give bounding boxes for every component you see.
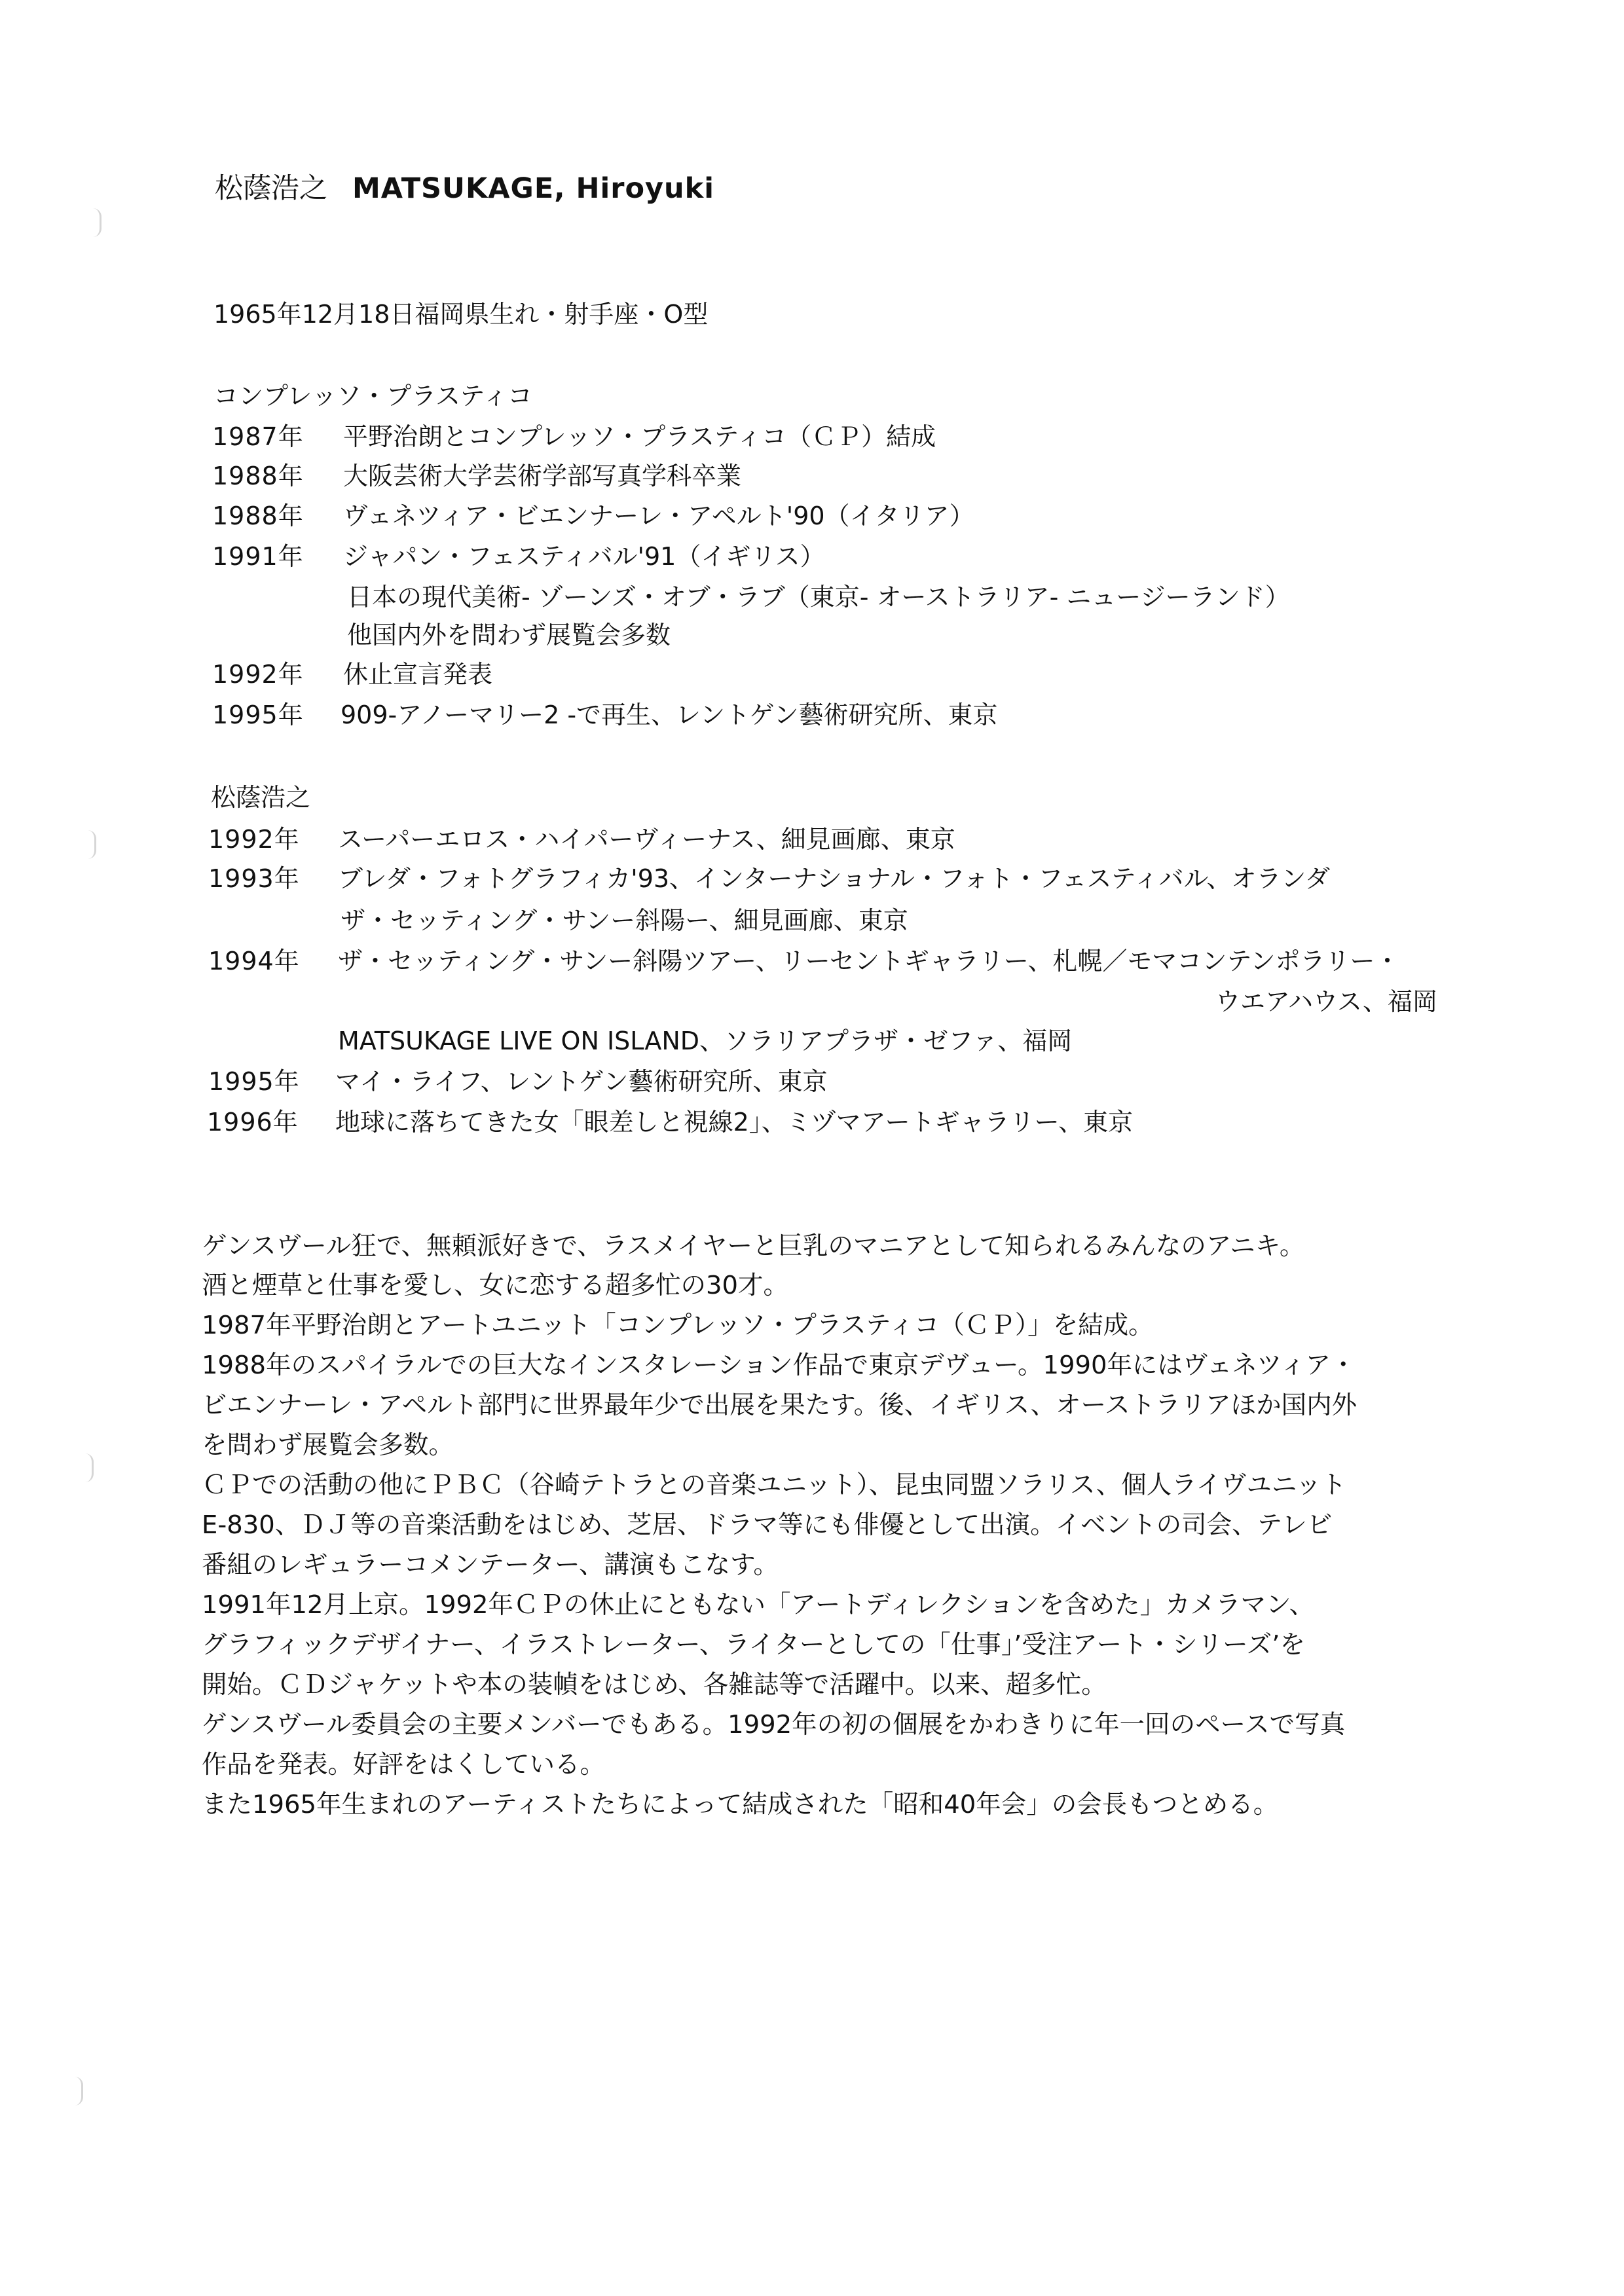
bio-line: を問わず展覧会多数。 (202, 1430, 454, 1460)
entry-year: 1988年 (212, 501, 304, 530)
artist-name-jp: 松蔭浩之 (215, 172, 327, 205)
bio-line: ゲンスヴール狂で、無頼派好きで、ラスメイヤーと巨乳のマニアとして知られるみんなのアニキ。 (202, 1231, 1305, 1261)
entry-text: ジャパン・フェスティバル'91（イギリス） (343, 542, 825, 571)
bio-line: ビエンナーレ・アペルト部門に世界最年少で出展を果たす。後、イギリス、オーストラリアほか国内外 (202, 1391, 1357, 1420)
bio-line: また1965年生まれのアーティストたちによって結成された「昭和40年会」の会長もつとめる。 (202, 1790, 1279, 1819)
entry-year: 1992年 (208, 825, 300, 854)
punch-hole-mark (85, 1453, 94, 1482)
entry-text: ザ・セッティング・サンー斜陽ー、細見画廊、東京 (341, 906, 908, 935)
section-heading: コンプレッソ・プラスティコ (213, 382, 533, 410)
entry-text: スーパーエロス・ハイパーヴィーナス、細見画廊、東京 (338, 825, 955, 854)
entry-text: 大阪芸術大学芸術学部写真学科卒業 (343, 462, 742, 490)
bio-line: 1991年12月上京。1992年ＣＰの休止にともない「アートディレクションを含めた」カメラマン、 (202, 1590, 1315, 1620)
entry-text: 休止宣言発表 (343, 660, 493, 689)
entry-text: 909-アノーマリー2 -で再生、レントゲン藝術研究所、東京 (341, 701, 998, 729)
entry-year: 1995年 (208, 1067, 300, 1096)
bio-line: ゲンスヴール委員会の主要メンバーでもある。1992年の初の個展をかわきりに年一回のペースで写真 (202, 1710, 1346, 1740)
entry-text: 地球に落ちてきた女「眼差しと視線2」、ミヅマアートギャラリー、東京 (335, 1108, 1134, 1137)
entry-text: マイ・ライフ、レントゲン藝術研究所、東京 (335, 1067, 828, 1096)
punch-hole-mark (88, 830, 96, 859)
entry-year: 1992年 (212, 660, 304, 689)
entry-text: 平野治朗とコンプレッソ・プラスティコ（ＣＰ）結成 (343, 422, 936, 451)
bio-line: 1988年のスパイラルでの巨大なインスタレーション作品で東京デヴュー。1990年にはヴェネツィア・ (202, 1351, 1356, 1380)
entry-text: ヴェネツィア・ビエンナーレ・アペルト'90（イタリア） (343, 501, 974, 530)
bio-line: グラフィックデザイナー、イラストレーター、ライターとしての「仕事」’受注アート・シリーズ’を (202, 1630, 1305, 1660)
entry-year: 1994年 (208, 947, 300, 975)
bio-line: 作品を発表。好評をはくしている。 (202, 1750, 606, 1779)
bio-line: 酒と煙草と仕事を愛し、女に恋する超多忙の30才。 (202, 1271, 788, 1300)
artist-name-en: MATSUKAGE, Hiroyuki (352, 172, 714, 205)
bio-line: 1987年平野治朗とアートユニット「コンプレッソ・プラスティコ（ＣＰ）」を結成。 (202, 1311, 1154, 1340)
bio-line: 開始。ＣＤジャケットや本の装幀をはじめ、各雑誌等で活躍中。以来、超多忙。 (202, 1670, 1107, 1700)
entry-year: 1988年 (212, 462, 304, 490)
bio-line: ＣＰでの活動の他にＰＢＣ（谷崎テトラとの音楽ユニット）、昆虫同盟ソラリス、個人ライヴユニット (202, 1470, 1346, 1500)
bio-line: 番組のレギュラーコメンテーター、講演もこなす。 (202, 1550, 779, 1580)
bio-line: E-830、ＤＪ等の音楽活動をはじめ、芝居、ドラマ等にも俳優として出演。イベントの司会、テレビ (202, 1510, 1333, 1540)
punch-hole-mark (93, 208, 101, 237)
entry-text: 日本の現代美術- ゾーンズ・オブ・ラブ（東京- オーストラリア- ニュージーランド） (347, 583, 1290, 611)
page-title (215, 169, 714, 208)
section-heading: 松蔭浩之 (211, 783, 311, 812)
entry-year: 1995年 (212, 701, 304, 729)
entry-text: ブレダ・フォトグラフィカ'93、インターナショナル・フォト・フェスティバル、オランダ (338, 864, 1330, 893)
punch-hole-mark (75, 2077, 83, 2105)
birth-info: 1965年12月18日福岡県生れ・射手座・O型 (213, 300, 709, 329)
entry-text: ザ・セッティング・サンー斜陽ツアー、リーセントギャラリー、札幌／モマコンテンポラリー・ (338, 947, 1400, 975)
entry-year: 1991年 (212, 542, 304, 571)
entry-text: 他国内外を問わず展覧会多数 (347, 621, 671, 649)
entry-text: ウエアハウス、福岡 (1215, 987, 1437, 1016)
entry-year: 1996年 (207, 1108, 299, 1137)
entry-year: 1993年 (208, 864, 300, 893)
entry-year: 1987年 (212, 422, 304, 451)
entry-text: MATSUKAGE LIVE ON ISLAND、ソラリアプラザ・ゼファ、福岡 (338, 1027, 1073, 1055)
